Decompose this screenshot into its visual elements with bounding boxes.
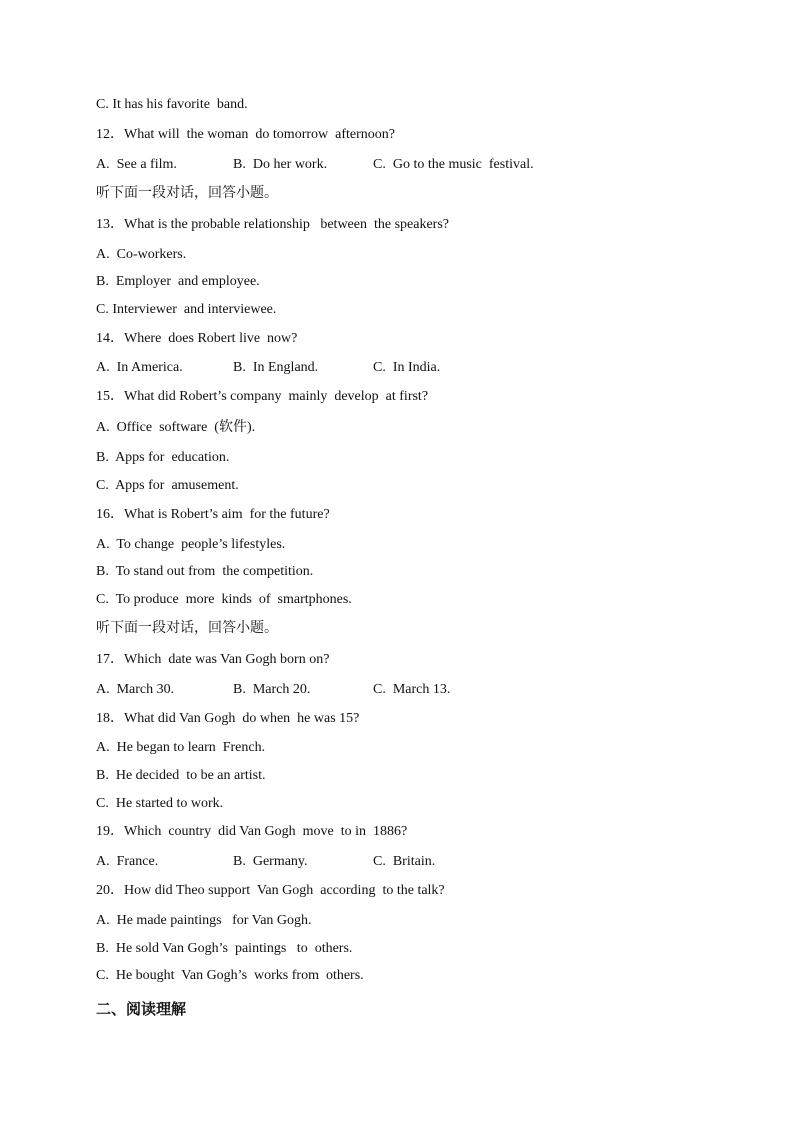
question-16: 16．What is Robert’s aim for the future? bbox=[96, 507, 330, 522]
option-c: C. In India. bbox=[373, 360, 441, 375]
option-a: A. France. bbox=[96, 854, 159, 869]
option-c: C. Go to the music festival. bbox=[373, 157, 534, 172]
option-b: B. Apps for education. bbox=[96, 450, 230, 465]
option-c: C. Britain. bbox=[373, 854, 436, 869]
option-b: B. Germany. bbox=[233, 854, 308, 869]
instruction: 听下面一段对话，回答小题。 bbox=[96, 620, 278, 636]
question-12: 12．What will the woman do tomorrow afternoon? bbox=[96, 127, 395, 142]
instruction: 听下面一段对话，回答小题。 bbox=[96, 185, 278, 201]
option-b: B. March 20. bbox=[233, 682, 311, 697]
question-17: 17．Which date was Van Gogh born on? bbox=[96, 652, 330, 667]
question-18: 18．What did Van Gogh do when he was 15? bbox=[96, 711, 360, 726]
option-c: C. March 13. bbox=[373, 682, 451, 697]
section-heading: 二、阅读理解 bbox=[96, 1000, 187, 1018]
option-b: B. He decided to be an artist. bbox=[96, 768, 266, 783]
option-a: A. He began to learn French. bbox=[96, 740, 266, 755]
option-c: C. He bought Van Gogh’s works from others. bbox=[96, 968, 364, 983]
option-b: B. Do her work. bbox=[233, 157, 328, 172]
option-a: A. To change people’s lifestyles. bbox=[96, 537, 286, 552]
question-15: 15．What did Robert’s company mainly develop at first? bbox=[96, 389, 429, 404]
option-b: B. Employer and employee. bbox=[96, 274, 260, 289]
option-c: C. To produce more kinds of smartphones. bbox=[96, 592, 352, 607]
question-19: 19．Which country did Van Gogh move to in 1886? bbox=[96, 824, 408, 839]
option-a: A. March 30. bbox=[96, 682, 175, 697]
option-b: B. In England. bbox=[233, 360, 319, 375]
option-a: A. He made paintings for Van Gogh. bbox=[96, 913, 312, 928]
option-c: C. Interviewer and interviewee. bbox=[96, 302, 277, 317]
option-a: A. Co-workers. bbox=[96, 247, 187, 262]
question-20: 20．How did Theo support Van Gogh according to the talk? bbox=[96, 883, 445, 898]
option-b: B. To stand out from the competition. bbox=[96, 564, 314, 579]
option-c: C. He started to work. bbox=[96, 796, 224, 811]
option-a: A. In America. bbox=[96, 360, 183, 375]
option-line: C. It has his favorite band. bbox=[96, 97, 248, 112]
option-a: A. Office software (软件). bbox=[96, 420, 256, 435]
option-c: C. Apps for amusement. bbox=[96, 478, 239, 493]
question-13: 13．What is the probable relationship between the speakers? bbox=[96, 217, 449, 232]
option-b: B. He sold Van Gogh’s paintings to others. bbox=[96, 941, 353, 956]
option-a: A. See a film. bbox=[96, 157, 177, 172]
question-14: 14．Where does Robert live now? bbox=[96, 331, 298, 346]
